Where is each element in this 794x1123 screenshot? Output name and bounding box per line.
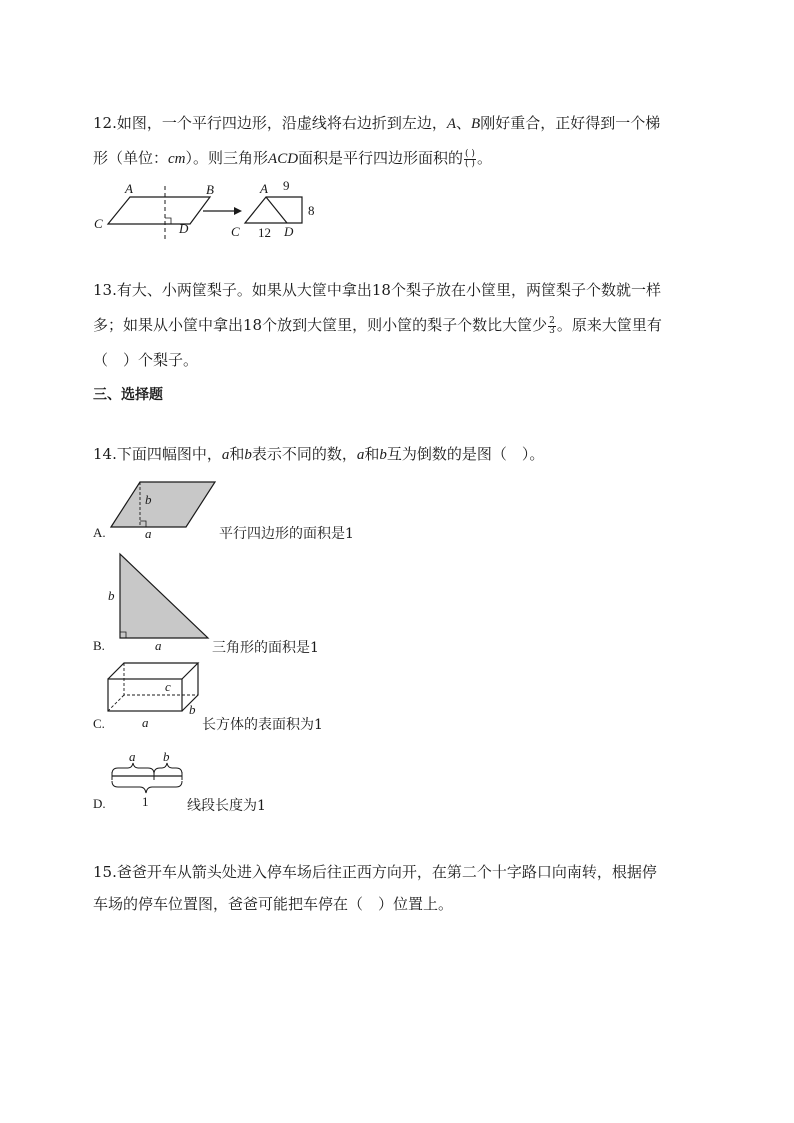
q12-figure [90, 178, 330, 242]
option-a-caption: 平行四边形的面积是1 [219, 526, 354, 542]
option-d-caption: 线段长度为1 [187, 798, 266, 814]
var-b: B [471, 116, 481, 132]
q14-stem: 14.下面四幅图中，a和b表示不同的数，a和b互为倒数的是图（ ）。 [93, 445, 545, 463]
label-8: 8 [308, 203, 315, 218]
svg-text:a: a [145, 526, 152, 540]
svg-text:a: a [155, 638, 162, 652]
option-c-caption: 长方体的表面积为1 [202, 717, 323, 733]
svg-text:c: c [165, 679, 171, 694]
q13-line1: 13.有大、小两筐梨子。如果从大筐中拿出18个梨子放在小筐里，两筐梨子个数就一样 [93, 281, 661, 299]
q12-line1: 12.如图，一个平行四边形，沿虚线将右边折到左边，A、B刚好重合，正好得到一个梯 [93, 114, 661, 132]
option-b-triangle [104, 550, 214, 652]
fraction-two-thirds: $\frac{2}{3}$ [549, 315, 555, 336]
svg-text:a: a [129, 749, 136, 764]
svg-text:1: 1 [142, 794, 149, 809]
svg-text:a: a [142, 715, 149, 730]
label-A: A [125, 181, 133, 196]
svg-text:b: b [108, 588, 115, 603]
label-C2: C [231, 224, 240, 239]
label-B: B [206, 182, 214, 197]
svg-text:b: b [189, 702, 196, 717]
q15-line2: 车场的停车位置图，爸爸可能把车停在（ ）位置上。 [93, 895, 454, 913]
unit-cm: cm [168, 151, 186, 167]
q13-line3: （ ）个梨子。 [93, 351, 199, 369]
arrow-head-icon [234, 207, 242, 215]
label-12: 12 [258, 225, 271, 240]
svg-text:b: b [163, 749, 170, 764]
option-c-label: C. [93, 716, 105, 731]
option-c-cuboid [104, 657, 204, 731]
answer-fraction: $\frac{( )}{( )}$ [465, 148, 475, 169]
label-A2: A [260, 181, 268, 196]
option-b-caption: 三角形的面积是1 [212, 640, 319, 656]
trapezoid-shape [245, 197, 302, 223]
label-D2: D [284, 224, 294, 239]
option-a-parallelogram [108, 478, 218, 540]
label-D: D [179, 221, 189, 236]
option-d-segments [104, 748, 188, 810]
option-b-label: B. [93, 638, 105, 653]
label-C: C [94, 216, 103, 231]
q12-line2: 形（单位：cm）。则三角形ACD面积是平行四边形面积的 $\frac{( )}{( )}$ 。 [93, 148, 492, 169]
option-d-label: D. [93, 796, 106, 811]
parallelogram-shape [108, 197, 210, 224]
q15-line1: 15.爸爸开车从箭头处进入停车场后往正西方向开，在第二个十字路口向南转，根据停 [93, 863, 657, 881]
section-title: 三、选择题 [93, 387, 163, 403]
q13-line2: 多；如果从小筐中拿出18个放到大筐里，则小筐的梨子个数比大筐少 $\frac{2}{3}$ 。原来大筐里有 [93, 315, 662, 336]
right-angle-mark [165, 218, 171, 224]
trapezoid-fold-line [266, 197, 287, 223]
svg-text:b: b [145, 492, 152, 507]
option-a-label: A. [93, 525, 106, 540]
label-9: 9 [283, 178, 290, 193]
var-a: A [446, 116, 457, 132]
triangle-acd: ACD [268, 151, 299, 167]
